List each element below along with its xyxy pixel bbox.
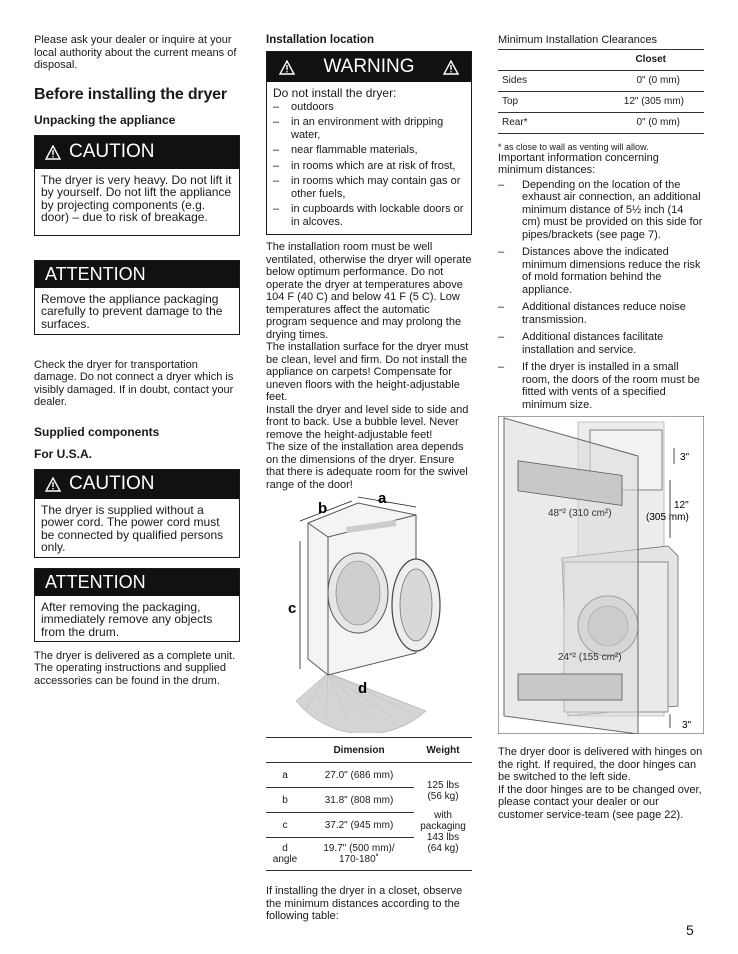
weight-header: Weight bbox=[414, 738, 472, 763]
upper-vent-label: 48"² (310 cm²) bbox=[548, 508, 612, 519]
list-item: – Additional distances reduce noise transmission. bbox=[498, 301, 704, 326]
attention-title: ATTENTION bbox=[45, 263, 146, 284]
closet-text: If installing the dryer in a closet, observe the minimum distances according to the following table: bbox=[266, 885, 463, 922]
bottom-gap-label: 3" bbox=[682, 720, 692, 731]
caution-box-power bbox=[34, 469, 240, 558]
caution-bar bbox=[35, 470, 239, 499]
side-gap-label: 12" bbox=[674, 500, 689, 511]
warning-triangle-icon bbox=[45, 145, 61, 160]
table-row: Sides 0" (0 mm) bbox=[498, 70, 704, 91]
dimension-label-b: b bbox=[318, 500, 328, 517]
dimension-label-d: d bbox=[358, 680, 368, 697]
attention-title: ATTENTION bbox=[45, 571, 146, 592]
caution-bar bbox=[35, 136, 239, 169]
list-item: – in rooms which may contain gas or other fuels, bbox=[273, 175, 465, 200]
table-row: c 37.2" (945 mm) bbox=[266, 813, 472, 838]
list-item: – Depending on the location of the exhaust air connection, an additional minimum distance of 5½ inch (14 cm) must be provided on this side for pipes/brackets (see page 7). bbox=[498, 179, 704, 242]
caution-title: CAUTION bbox=[69, 141, 155, 162]
attention-bar bbox=[35, 569, 239, 596]
page-number: 5 bbox=[686, 922, 694, 938]
distance-list bbox=[498, 179, 704, 412]
warning-triangle-icon bbox=[443, 60, 459, 75]
list-item: – outdoors bbox=[273, 101, 465, 114]
table-row: Rear* 0" (0 mm) bbox=[498, 112, 704, 133]
list-item: – If the dryer is installed in a small room, the doors of the room must be fitted with vents of a specified minimum size. bbox=[498, 361, 704, 411]
section-heading: Before installing the dryer bbox=[34, 85, 227, 103]
attention-box-drum bbox=[34, 568, 240, 642]
table-row: a 27.0" (686 mm) 125 lbs (56 kg) with packaging 143 lbs (64 kg) bbox=[266, 763, 472, 788]
closet-installation-figure bbox=[498, 416, 704, 734]
column-2 bbox=[266, 34, 472, 925]
warning-title: WARNING bbox=[323, 56, 415, 77]
warning-list bbox=[273, 101, 465, 229]
surface-text: The installation surface for the dryer must be clean, level and firm. Do not install the appliance on carpets! Compensate for uneven floors with the height-adjustable feet. bbox=[266, 341, 469, 403]
table-row: b 31.8" (808 mm) bbox=[266, 788, 472, 813]
clearance-table-title: Minimum Installation Clearances bbox=[498, 34, 657, 46]
caution-title: CAUTION bbox=[69, 473, 155, 494]
clearance-table bbox=[498, 49, 704, 134]
dryer-dimension-figure bbox=[266, 493, 472, 733]
table-row: Top 12" (305 mm) bbox=[498, 91, 704, 112]
dimension-header: Dimension bbox=[304, 738, 414, 763]
level-text: Install the dryer and level side to side and front to back. Use a bubble level. Never remove the height-adjustable feet! bbox=[266, 403, 469, 441]
caution-box-weight bbox=[34, 135, 240, 236]
disposal-text: Please ask your dealer or inquire at your local authority about the current means of disposal. bbox=[34, 34, 237, 71]
door-hinge-text: The dryer door is delivered with hinges on the right. If required, the door hinges can be switched to the left side. bbox=[498, 746, 703, 783]
list-item: – in cupboards with lockable doors or in alcoves. bbox=[273, 203, 465, 228]
warning-triangle-icon bbox=[279, 60, 295, 75]
list-item: – in an environment with dripping water, bbox=[273, 116, 465, 141]
check-damage-text: Check the dryer for transportation damage. Do not connect a dryer which is visibly damaged. If in doubt, contact your dealer. bbox=[34, 358, 234, 408]
list-item: – Additional distances facilitate installation and service. bbox=[498, 331, 704, 356]
area-text: The size of the installation area depends on the dimensions of the dryer. Ensure that there is adequate room for the swivel range of the door! bbox=[266, 441, 468, 491]
dimension-table bbox=[266, 737, 472, 871]
attention-box-packaging bbox=[34, 260, 240, 335]
delivered-text: The dryer is delivered as a complete unit. The operating instructions and supplied accessories can be found in the drum. bbox=[34, 649, 236, 687]
weight-cell: 125 lbs (56 kg) with packaging 143 lbs (64 kg) bbox=[414, 763, 472, 871]
attention-text: After removing the packaging, immediately remove any objects from the drum. bbox=[41, 599, 213, 639]
top-gap-label: 3" bbox=[680, 452, 690, 463]
attention-text: Remove the appliance packaging carefully to prevent damage to the surfaces. bbox=[41, 291, 223, 331]
important-text: Important information concerning minimum distances: bbox=[498, 151, 659, 176]
footnote: * as close to wall as venting will allow. bbox=[498, 141, 649, 152]
dimension-label-c: c bbox=[288, 600, 297, 617]
location-heading: Installation location bbox=[266, 34, 374, 46]
warning-body bbox=[267, 82, 471, 234]
list-item: – near flammable materials, bbox=[273, 144, 465, 157]
column-3 bbox=[498, 34, 704, 821]
table-row: d angle 19.7" (500 mm)/ 170-180˚ bbox=[266, 838, 472, 871]
attention-bar bbox=[35, 261, 239, 288]
ventilation-text: The installation room must be well ventilated, otherwise the dryer will operate below optimum performance. Do not operate the dryer at temperatures above 104 F (40 C) and below 41 F (5 C). Low temperatures affect the automatic program sequence and may prolong the drying times. bbox=[266, 241, 472, 341]
column-1 bbox=[34, 34, 240, 689]
side-gap-label-mm: (305 mm) bbox=[646, 512, 689, 523]
warning-box bbox=[266, 51, 472, 235]
dimension-label-a: a bbox=[378, 493, 387, 507]
list-item: – in rooms which are at risk of frost, bbox=[273, 160, 465, 173]
lower-vent-label: 24"² (155 cm²) bbox=[558, 652, 622, 663]
warning-lead: Do not install the dryer: bbox=[273, 86, 397, 100]
door-hinge-service-text: If the door hinges are to be changed over, please contact your dealer or our customer service-team (see page 22). bbox=[498, 783, 702, 821]
supplied-heading: Supplied components bbox=[34, 424, 160, 439]
usa-heading: For U.S.A. bbox=[34, 446, 93, 461]
warning-bar bbox=[267, 52, 471, 82]
caution-text: The dryer is very heavy. Do not lift it by yourself. Do not lift the appliance by projecting components (e.g. door) – due to risk of breakage. bbox=[41, 172, 232, 224]
closet-header: Closet bbox=[635, 54, 666, 65]
caution-text: The dryer is supplied without a power cord. The power cord must be connected by qualified persons only. bbox=[41, 502, 224, 554]
warning-triangle-icon bbox=[45, 477, 61, 492]
unpacking-heading: Unpacking the appliance bbox=[34, 112, 176, 127]
list-item: – Distances above the indicated minimum dimensions reduce the risk of mold formation behind the appliance. bbox=[498, 246, 704, 296]
